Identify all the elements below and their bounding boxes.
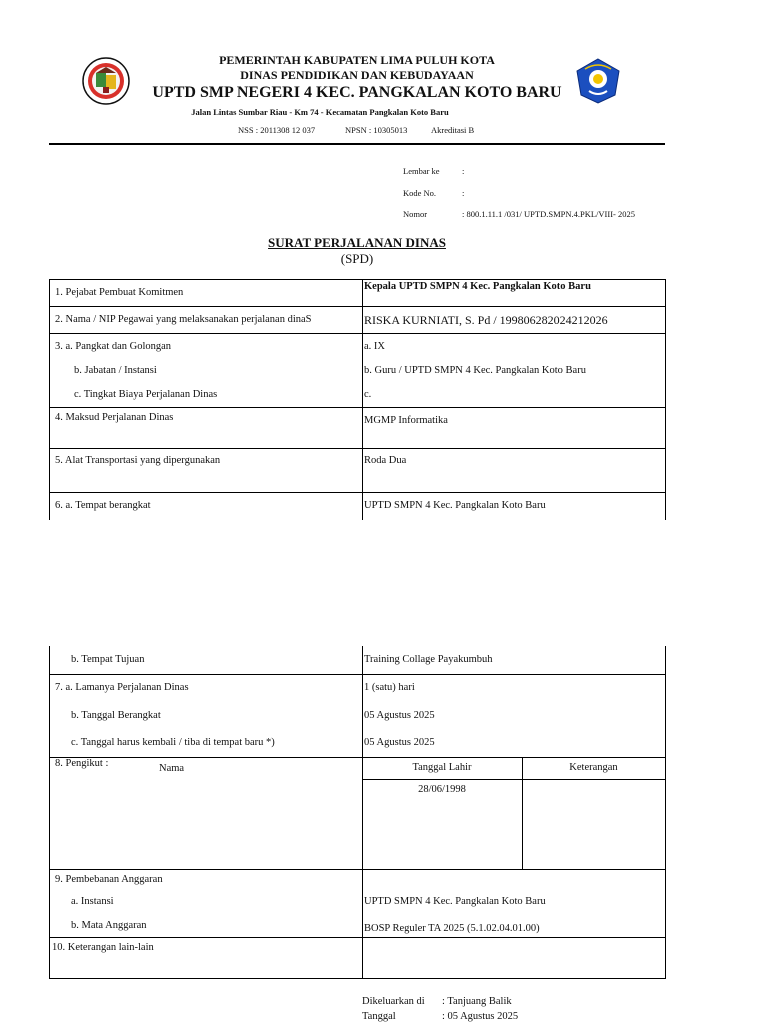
row6b-value: Training Collage Payakumbuh [364,654,493,665]
row3c-label: c. Tingkat Biaya Perjalanan Dinas [74,389,218,400]
nomor-value: : 800.1.11.1 /031/ UPTD.SMPN.4.PKL/VIII- 2025 [462,209,635,219]
row6a-value: UPTD SMPN 4 Kec. Pangkalan Koto Baru [364,500,546,511]
row8-col-keterangan: Keterangan [569,762,618,773]
header-akreditasi: Akreditasi B [431,125,475,135]
row8-col-tanggal-lahir: Tanggal Lahir [412,762,472,773]
row3b-label: b. Jabatan / Instansi [74,365,157,376]
row5-label: 5. Alat Transportasi yang dipergunakan [55,455,221,466]
row3a-label: 3. a. Pangkat dan Golongan [55,341,172,352]
row3c-value: c. [364,389,372,400]
row7a-label: 7. a. Lamanya Perjalanan Dinas [55,682,189,693]
row7c-label: c. Tanggal harus kembali / tiba di tempat baru *) [71,737,275,748]
tanggal-value: : 05 Agustus 2025 [442,1011,519,1022]
row1-label: 1. Pejabat Pembuat Komitmen [55,287,184,298]
row7b-label: b. Tanggal Berangkat [71,710,161,721]
row9a-label: a. Instansi [71,896,114,907]
dikeluarkan-value: : Tanjuang Balik [442,996,512,1007]
document-subtitle: (SPD) [340,251,374,266]
row7b-value: 05 Agustus 2025 [364,710,435,721]
row9a-value: UPTD SMPN 4 Kec. Pangkalan Koto Baru [364,896,546,907]
nomor-label: Nomor [403,209,428,219]
row7c-value: 05 Agustus 2025 [364,737,435,748]
row8-col-nama: Nama [159,763,185,774]
row6b-label: b. Tempat Tujuan [71,654,145,665]
lembar-value: : [462,166,465,176]
dikeluarkan-label: Dikeluarkan di [362,996,425,1007]
kode-value: : [462,188,465,198]
tanggal-label: Tanggal [362,1011,396,1022]
header-address: Jalan Lintas Sumbar Riau - Km 74 - Kecamatan Pangkalan Koto Baru [191,107,449,117]
row8-label: 8. Pengikut : [55,758,109,769]
row4-value: MGMP Informatika [364,415,448,426]
document-title: SURAT PERJALANAN DINAS [268,235,446,250]
row9b-label: b. Mata Anggaran [71,920,147,931]
header-nss: NSS : 2011308 12 037 [238,125,316,135]
row6a-label: 6. a. Tempat berangkat [55,500,151,511]
header-divider [49,143,665,145]
row3b-value: b. Guru / UPTD SMPN 4 Kec. Pangkalan Koto Baru [364,365,586,376]
row2-label: 2. Nama / NIP Pegawai yang melaksanakan perjalanan dinaS [55,314,312,325]
row3a-value: a. IX [364,341,385,352]
header-npsn: NPSN : 10305013 [345,125,408,135]
header-school-name: UPTD SMP NEGERI 4 KEC. PANGKALAN KOTO BARU [152,84,562,101]
kode-label: Kode No. [403,188,437,198]
header-line-1: PEMERINTAH KABUPATEN LIMA PULUH KOTA [219,53,495,67]
row2-value: RISKA KURNIATI, S. Pd / 199806282024212026 [364,313,608,327]
row4-label: 4. Maksud Perjalanan Dinas [55,412,174,423]
lembar-label: Lembar ke [403,166,440,176]
row8-tanggal-lahir-value: 28/06/1998 [418,784,466,795]
row7a-value: 1 (satu) hari [364,682,415,693]
row10-label: 10. Keterangan lain-lain [52,942,154,953]
row9b-value: BOSP Reguler TA 2025 (5.1.02.04.01.00) [364,923,540,934]
header-line-2: DINAS PENDIDIKAN DAN KEBUDAYAAN [240,68,474,82]
row9-label: 9. Pembebanan Anggaran [55,874,163,885]
row5-value: Roda Dua [364,455,407,466]
row1-value: Kepala UPTD SMPN 4 Kec. Pangkalan Koto Baru [364,281,591,292]
